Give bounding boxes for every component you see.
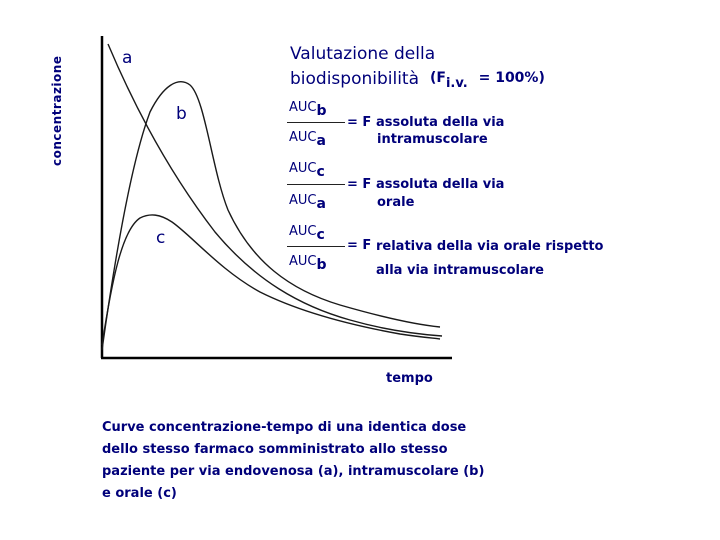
fiv-note: [430, 70, 545, 91]
caption-line-1: Curve concentrazione-tempo di una identica dose: [102, 420, 467, 435]
formula-3-fraction-bar: [287, 246, 345, 247]
title-line-1: Valutazione della: [290, 44, 436, 64]
formula-3-den-sub: b: [316, 257, 327, 273]
title-line-2: biodisponibilità: [290, 69, 420, 89]
formula-3-den-prefix: AUC: [289, 254, 317, 269]
formula-1-numerator: [289, 99, 327, 119]
formula-1-equals: = F: [347, 115, 372, 130]
formula-2-numerator: [289, 160, 325, 180]
caption-line-4: e orale (c): [102, 486, 177, 501]
formula-3-num-prefix: AUC: [289, 224, 317, 239]
formula-3-denominator: [289, 253, 327, 273]
curve-label-c: c: [156, 228, 166, 248]
formula-1-den-prefix: AUC: [289, 130, 317, 145]
formula-2-fraction-bar: [287, 184, 345, 185]
formula-1-text-1: assoluta della via: [376, 115, 505, 130]
formula-2-equals: = F: [347, 177, 372, 192]
formula-3-text-2: alla via intramuscolare: [376, 263, 544, 278]
formula-2-text-2: orale: [377, 195, 415, 210]
curve-label-a: a: [122, 48, 133, 68]
formula-2-den-prefix: AUC: [289, 193, 317, 208]
caption-line-2: dello stesso farmaco somministrato allo stesso: [102, 442, 448, 457]
curve-label-b: b: [176, 104, 187, 124]
formula-1-num-prefix: AUC: [289, 100, 317, 115]
curve-c-orale: [102, 215, 440, 345]
formula-2-denominator: [289, 192, 326, 212]
formula-1-num-sub: b: [316, 103, 327, 119]
fiv-open: (F: [430, 70, 446, 86]
formula-1-text-2: intramuscolare: [377, 132, 488, 147]
formula-2-num-prefix: AUC: [289, 161, 317, 176]
formula-1-denominator: [289, 129, 326, 149]
fiv-sub: i.v.: [445, 76, 468, 91]
formula-3-equals: = F: [347, 238, 372, 253]
formula-3-numerator: [289, 223, 325, 243]
formula-2-den-sub: a: [316, 196, 326, 212]
x-axis-label: tempo: [386, 371, 433, 386]
formula-2-text-1: assoluta della via: [376, 177, 505, 192]
caption-line-3: paziente per via endovenosa (a), intramuscolare (b): [102, 464, 485, 479]
figure-caption: [102, 417, 522, 505]
formula-3-text-1: relativa della via orale rispetto: [376, 239, 604, 254]
formula-1-den-sub: a: [316, 133, 326, 149]
formula-1-fraction-bar: [287, 122, 345, 123]
fiv-rest: = 100%): [478, 70, 545, 86]
formula-3-num-sub: c: [316, 227, 325, 243]
formula-2-num-sub: c: [316, 164, 325, 180]
y-axis-label: concentrazione: [50, 55, 64, 166]
